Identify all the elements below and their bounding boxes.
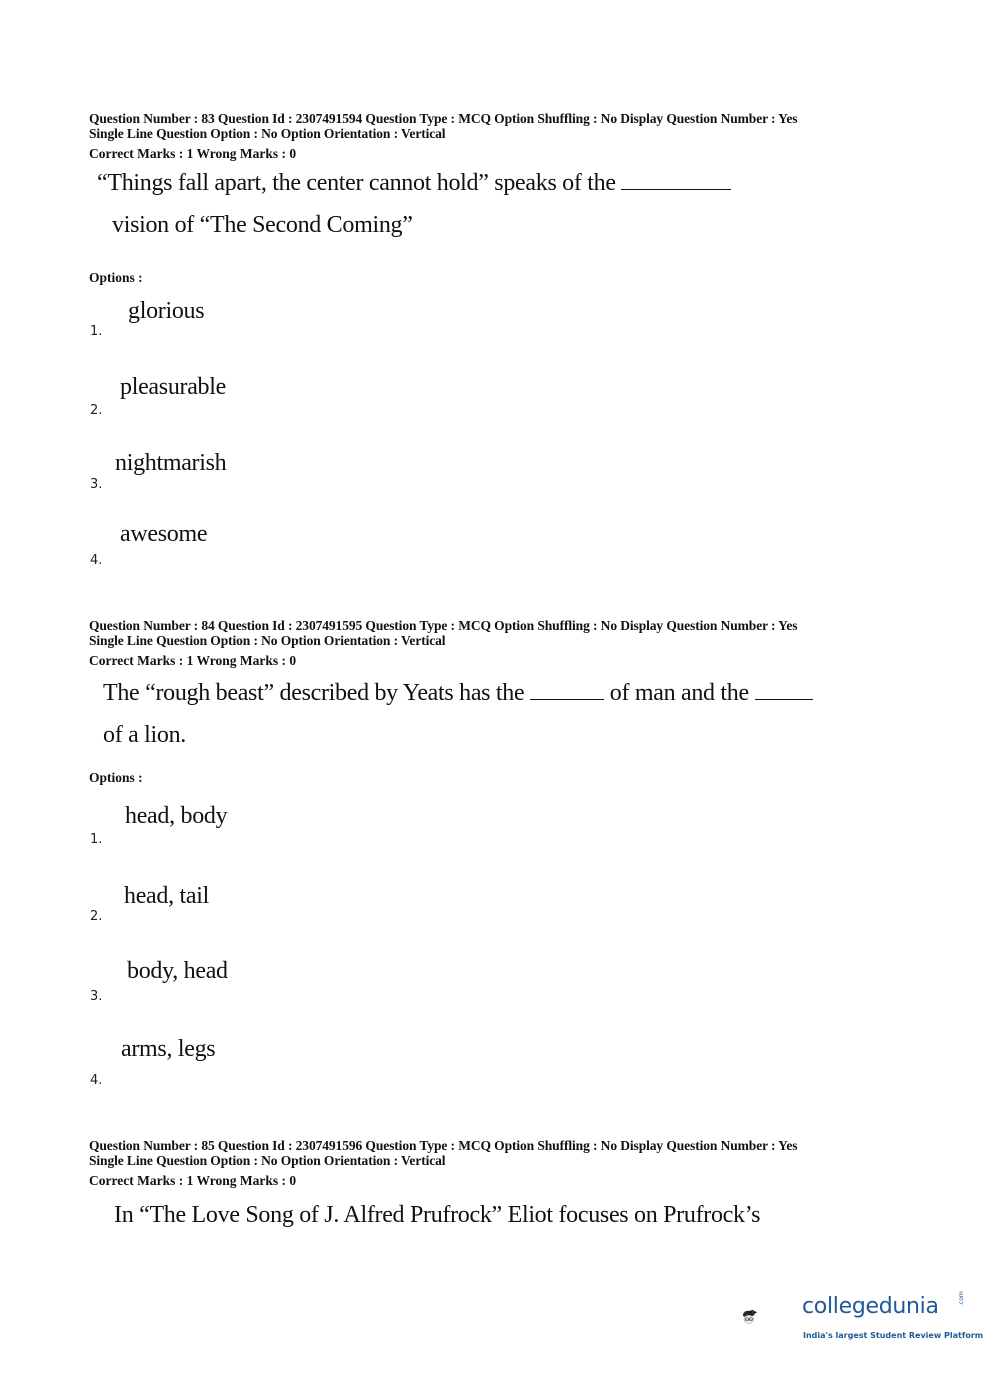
q84-text-part1: The “rough beast” described by Yeats has the: [103, 680, 525, 706]
q85-marks: Correct Marks : 1 Wrong Marks : 0: [89, 1173, 297, 1188]
q85-meta-line1: Question Number : 85 Question Id : 2307491596 Question Type : MCQ Option Shuffling : No Display Question Number : Yes: [89, 1138, 798, 1153]
q83-option-1-text: glorious: [128, 298, 205, 324]
q84-option-2-text: head, tail: [124, 883, 209, 909]
q83-option-2-text: pleasurable: [120, 374, 226, 400]
q84-option-3-number: 3.: [90, 989, 103, 1004]
q83-option-4-number: 4.: [90, 553, 103, 568]
q84-option-1-number: 1.: [90, 832, 103, 847]
q83-blank: [621, 171, 731, 190]
q84-blank-2: [755, 681, 813, 700]
q84-meta-line2: Single Line Question Option : No Option Orientation : Vertical: [89, 633, 446, 648]
q84-blank-1: [530, 681, 604, 700]
q83-options-label: Options :: [89, 270, 143, 285]
q84-options-label: Options :: [89, 770, 143, 785]
q85-meta: [89, 1138, 797, 1168]
q83-meta-line2: Single Line Question Option : No Option Orientation : Vertical: [89, 126, 446, 141]
q84-marks: Correct Marks : 1 Wrong Marks : 0: [89, 653, 297, 668]
q84-text-line2: of a lion.: [103, 722, 186, 748]
q84-option-4-text: arms, legs: [121, 1036, 216, 1062]
brand-dotcom: .com: [958, 1291, 965, 1306]
q85-text-line1: In “The Love Song of J. Alfred Prufrock” Eliot focuses on Prufrock’s: [114, 1202, 761, 1228]
q83-meta: [89, 111, 797, 141]
q83-text-line2: vision of “The Second Coming”: [112, 212, 413, 238]
q84-text-line1: [103, 680, 813, 707]
q83-option-3-number: 3.: [90, 477, 103, 492]
q84-option-1-text: head, body: [125, 803, 228, 829]
q83-option-4-text: awesome: [120, 521, 208, 547]
q83-option-1-number: 1.: [90, 324, 103, 339]
q84-option-2-number: 2.: [90, 909, 103, 924]
q83-marks: Correct Marks : 1 Wrong Marks : 0: [89, 146, 297, 161]
q84-text-part2: of man and the: [609, 680, 749, 706]
q83-option-2-number: 2.: [90, 403, 103, 418]
q83-text-line1: [97, 170, 731, 197]
graduate-mascot-icon: [742, 1283, 802, 1353]
brand-tagline: India's largest Student Review Platform: [803, 1331, 984, 1340]
q83-text-part1: “Things fall apart, the center cannot hold” speaks of the: [97, 170, 616, 196]
q84-meta-line1: Question Number : 84 Question Id : 2307491595 Question Type : MCQ Option Shuffling : No Display Question Number : Yes: [89, 618, 798, 633]
q85-meta-line2: Single Line Question Option : No Option Orientation : Vertical: [89, 1153, 446, 1168]
brand-name: collegedunia: [802, 1294, 939, 1319]
q83-meta-line1: Question Number : 83 Question Id : 2307491594 Question Type : MCQ Option Shuffling : No Display Question Number : Yes: [89, 111, 798, 126]
q84-option-3-text: body, head: [127, 958, 228, 984]
q83-option-3-text: nightmarish: [115, 450, 227, 476]
q84-option-4-number: 4.: [90, 1073, 103, 1088]
q84-meta: [89, 618, 797, 648]
